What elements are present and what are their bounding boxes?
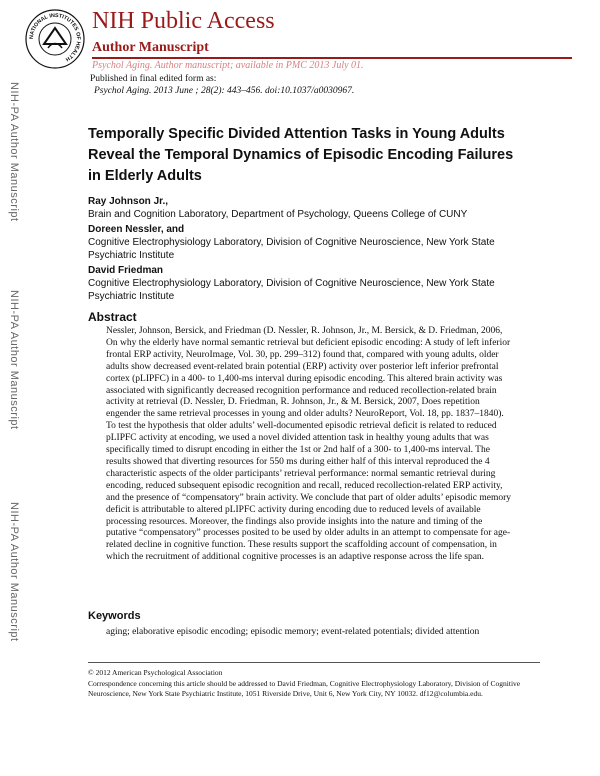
side-watermark-2: NIH-PA Author Manuscript [8, 290, 20, 430]
article-title: Temporally Specific Divided Attention Tasks in Young Adults Reveal the Temporal Dynamics of Episodic Encoding Failures in Elderly Adults [88, 126, 514, 184]
footnote-divider [88, 662, 540, 663]
journal-citation [94, 86, 354, 96]
side-watermark-3: NIH-PA Author Manuscript [8, 502, 20, 642]
availability-note: Psychol Aging. Author manuscript; available in PMC 2013 July 01. [92, 60, 364, 71]
header-divider [92, 57, 572, 59]
keywords-heading: Keywords [88, 610, 141, 622]
journal-citation-text: Psychol Aging. 2013 June ; 28(2): 443–456. doi:10.1037/a0030967. [94, 86, 355, 96]
correspondence-note: Correspondence concerning this article should be addressed to David Friedman, Cognitive Electrophysiology Laboratory, Division of Cognitive Neuroscience, New York State Psychiatric Institute, 1051 Riverside Drive, Unit 6, New York City, NY 10032. df12@columbia.edu. [88, 679, 521, 698]
author-affiliation: Cognitive Electrophysiology Laboratory, Division of Cognitive Neuroscience, New York State Psychiatric Institute [88, 237, 495, 261]
abstract-heading: Abstract [88, 310, 137, 324]
nih-public-access-title: NIH Public Access [92, 8, 275, 34]
author-affiliation: Brain and Cognition Laboratory, Department of Psychology, Queens College of CUNY [88, 209, 468, 220]
abstract-text: Nessler, Johnson, Bersick, and Friedman (D. Nessler, R. Johnson, Jr., M. Bersick, & D. Friedman, 2006, On why the elderly have normal semantic retrieval but deficient episodic encoding: A study of left inferior frontal ERP activity, NeuroImage, Vol. 30, pp. 299–312) found that, compared with young adults, older adults show decreased event-related brain potential (ERP) activity over posterior left inferior prefrontal cortex (pLIPFC) in a 400- to 1,400-ms interval during episodic encoding. This altered brain activity was associated with significantly decreased recognition performance and reduced recollection-related brain activity at retrieval (D. Nessler, D. Friedman, R. Johnson, Jr., & M. Bersick, 2007, Does repetition engender the same retrieval processes in young and older adults? NeuroReport, Vol. 18, pp. 1837–1840). To test the hypothesis that older adults’ well-documented episodic retrieval deficit is related to reduced pLIPFC activity at encoding, we used a novel divided attention task in healthy young adults that was specifically timed to disrupt encoding in either the 1st or 2nd half of a 300- to 1,400-ms interval. The results showed that diverting resources for 550 ms during either half of this interval reproduced the 4 characteristic aspects of the older participants’ retrieval performance: normal semantic retrieval during encoding, reduced subsequent episodic recognition and recall, reduced recollection-related ERP activity, and the presence of “compensatory” brain activity. We conclude that part of older adults’ episodic memory deficit is attributable to altered pLIPFC activity during encoding due to reduced levels of available processing resources. Moreover, the findings also provide insights into the nature and timing of the putative “compensatory” processes posited to be used by older adults in an attempt to compensate for age-related decline in cognitive function. These results support the scaffolding account of compensation, in which the recruitment of additional cognitive processes is an adaptive response across the life span. [106, 326, 512, 563]
published-label: Published in final edited form as: [90, 74, 217, 84]
keywords-list: aging; elaborative episodic encoding; episodic memory; event-related potentials; divided attention [106, 627, 480, 637]
logo-ring-text: NATIONAL INSTITUTES OF HEALTH [28, 12, 82, 62]
author-affiliation: Cognitive Electrophysiology Laboratory, Division of Cognitive Neuroscience, New York State Psychiatric Institute [88, 278, 495, 302]
copyright-notice: © 2012 American Psychological Association [88, 668, 223, 677]
author-name: Doreen Nessler, and [88, 224, 185, 235]
side-watermark-1: NIH-PA Author Manuscript [8, 82, 20, 222]
author-name: David Friedman [88, 265, 164, 276]
nih-logo [24, 8, 86, 70]
author-manuscript-label: Author Manuscript [92, 40, 209, 55]
author-name: Ray Johnson Jr., [88, 196, 169, 207]
